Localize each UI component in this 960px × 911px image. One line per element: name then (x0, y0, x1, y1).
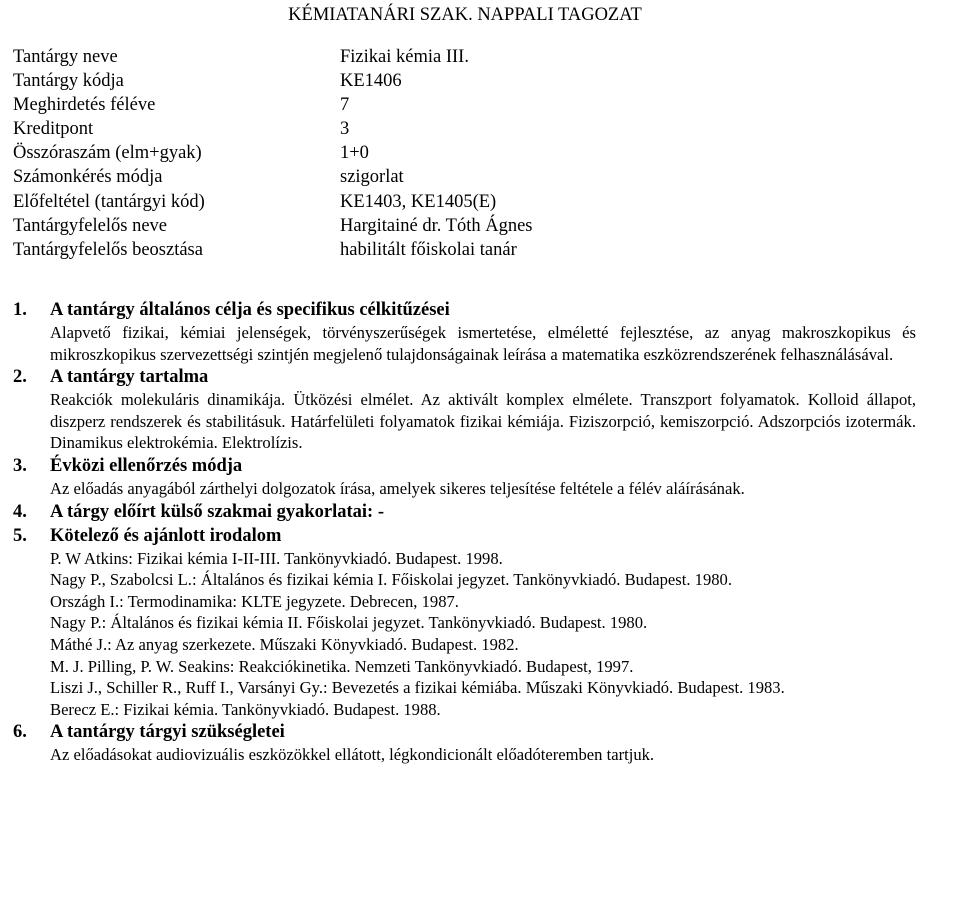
reference-item: Berecz E.: Fizikai kémia. Tankönyvkiadó. Budapest. 1988. (50, 699, 441, 719)
page-title: KÉMIATANÁRI SZAK. NAPPALI TAGOZAT (288, 5, 642, 25)
info-value: Fizikai kémia III. (340, 47, 469, 67)
section-content (0, 365, 960, 454)
info-value: 3 (340, 119, 350, 140)
course-sections (0, 298, 960, 766)
section-title: A tantárgy tárgyi szükségletei (50, 722, 285, 743)
section-objectives (0, 298, 960, 365)
section-heading (0, 524, 960, 548)
info-value: habilitált főiskolai tanár (340, 239, 517, 260)
info-row (2, 70, 533, 94)
section-number: 1. (13, 300, 27, 320)
info-row (2, 94, 533, 118)
info-value: 7 (340, 95, 350, 116)
reference-item: Nagy P., Szabolcsi L.: Általános és fizikai kémia I. Főiskolai jegyzet. Tankönyvkiadó. Budapest. 1980. (50, 570, 732, 590)
info-value: 1+0 (340, 143, 369, 164)
section-number: 6. (13, 722, 27, 743)
info-value: KE1406 (340, 71, 402, 92)
section-number: 5. (13, 525, 27, 546)
section-heading (0, 500, 960, 524)
reference-item: P. W Atkins: Fizikai kémia I-II-III. Tankönyvkiadó. Budapest. 1998. (50, 548, 503, 568)
info-label: Tantárgyfelelős beosztása (13, 239, 203, 260)
info-value: szigorlat (340, 167, 404, 188)
info-row (2, 166, 533, 190)
section-title: Kötelező és ajánlott irodalom (50, 525, 282, 546)
section-number: 3. (13, 455, 27, 476)
info-row (2, 46, 533, 70)
reference-item: Liszi J., Schiller R., Ruff I., Varsányi Gy.: Bevezetés a fizikai kémiába. Műszaki Könyvkiadó. Budapest. 1983. (50, 678, 785, 698)
info-label: Tantárgy kódja (13, 71, 124, 92)
section-heading (0, 298, 960, 322)
reference-item: Nagy P.: Általános és fizikai kémia II. Főiskolai jegyzet. Tankönyvkiadó. Budapest. 1980. (50, 613, 648, 633)
course-info-table (2, 46, 533, 263)
section-requirements (0, 720, 960, 766)
section-number: 2. (13, 367, 27, 388)
section-body: Az előadásokat audiovizuális eszközökkel ellátott, légkondicionált előadóteremben tartjuk. (50, 745, 655, 765)
info-row (2, 142, 533, 166)
section-title: Évközi ellenőrzés módja (50, 455, 243, 476)
reference-item: M. J. Pilling, P. W. Seakins: Reakciókinetika. Nemzeti Tankönyvkiadó. Budapest, 1997. (50, 656, 634, 676)
section-heading (0, 720, 960, 744)
info-label: Összóraszám (elm+gyak) (13, 143, 202, 164)
info-value: Hargitainé dr. Tóth Ágnes (340, 215, 533, 236)
info-label: Előfeltétel (tantárgyi kód) (13, 191, 205, 212)
info-label: Számonkérés módja (13, 167, 163, 188)
info-label: Kreditpont (13, 119, 94, 140)
info-value: KE1403, KE1405(E) (340, 191, 497, 212)
info-row (2, 239, 533, 263)
section-heading (0, 454, 960, 478)
section-body: Az előadás anyagából zárthelyi dolgozatok írása, amelyek sikeres teljesítése feltétele a félév aláírásának. (50, 478, 745, 498)
section-body: Alapvető fizikai, kémiai jelenségek, törvényszerűségek ismertetése, elméletté fejlesztése, az anyag makroszkopikus és mikroszkopikus szervezettségi szintjén megjelenő tulajdonságainak leírása a matematika eszközrendszerének felhasználásával. (50, 323, 916, 364)
section-number: 4. (13, 501, 27, 522)
section-title: A tantárgy tartalma (50, 367, 209, 388)
section-practice (0, 500, 960, 524)
section-assessment (0, 454, 960, 500)
info-label: Tantárgy neve (13, 47, 118, 67)
info-label: Tantárgyfelelős neve (13, 215, 168, 236)
section-body: Reakciók molekuláris dinamikája. Ütközési elmélet. Az aktivált komplex elmélete. Transzport folyamatok. Kolloid állapot, diszperz rendszerek és stabilitásuk. Határfelületi folyamatok fizikai kémiája. Fiziszorpció, kemiszorpció. Adszorpciós izotermák. Dinamikus elektrokémia. Elektrolízis. (50, 390, 916, 453)
info-label: Meghirdetés féléve (13, 95, 156, 116)
reference-list (50, 548, 916, 721)
info-row (2, 215, 533, 239)
section-literature (0, 524, 960, 721)
section-title: A tantárgy általános célja és specifikus célkitűzései (50, 300, 450, 320)
reference-item: Máthé J.: Az anyag szerkezete. Műszaki Könyvkiadó. Budapest. 1982. (50, 634, 519, 654)
info-row (2, 118, 533, 142)
info-row (2, 191, 533, 215)
reference-item: Országh I.: Termodinamika: KLTE jegyzete. Debrecen, 1987. (50, 591, 459, 611)
page-header (0, 4, 930, 26)
section-heading (0, 365, 960, 389)
section-title: A tárgy előírt külső szakmai gyakorlatai: - (50, 501, 385, 522)
